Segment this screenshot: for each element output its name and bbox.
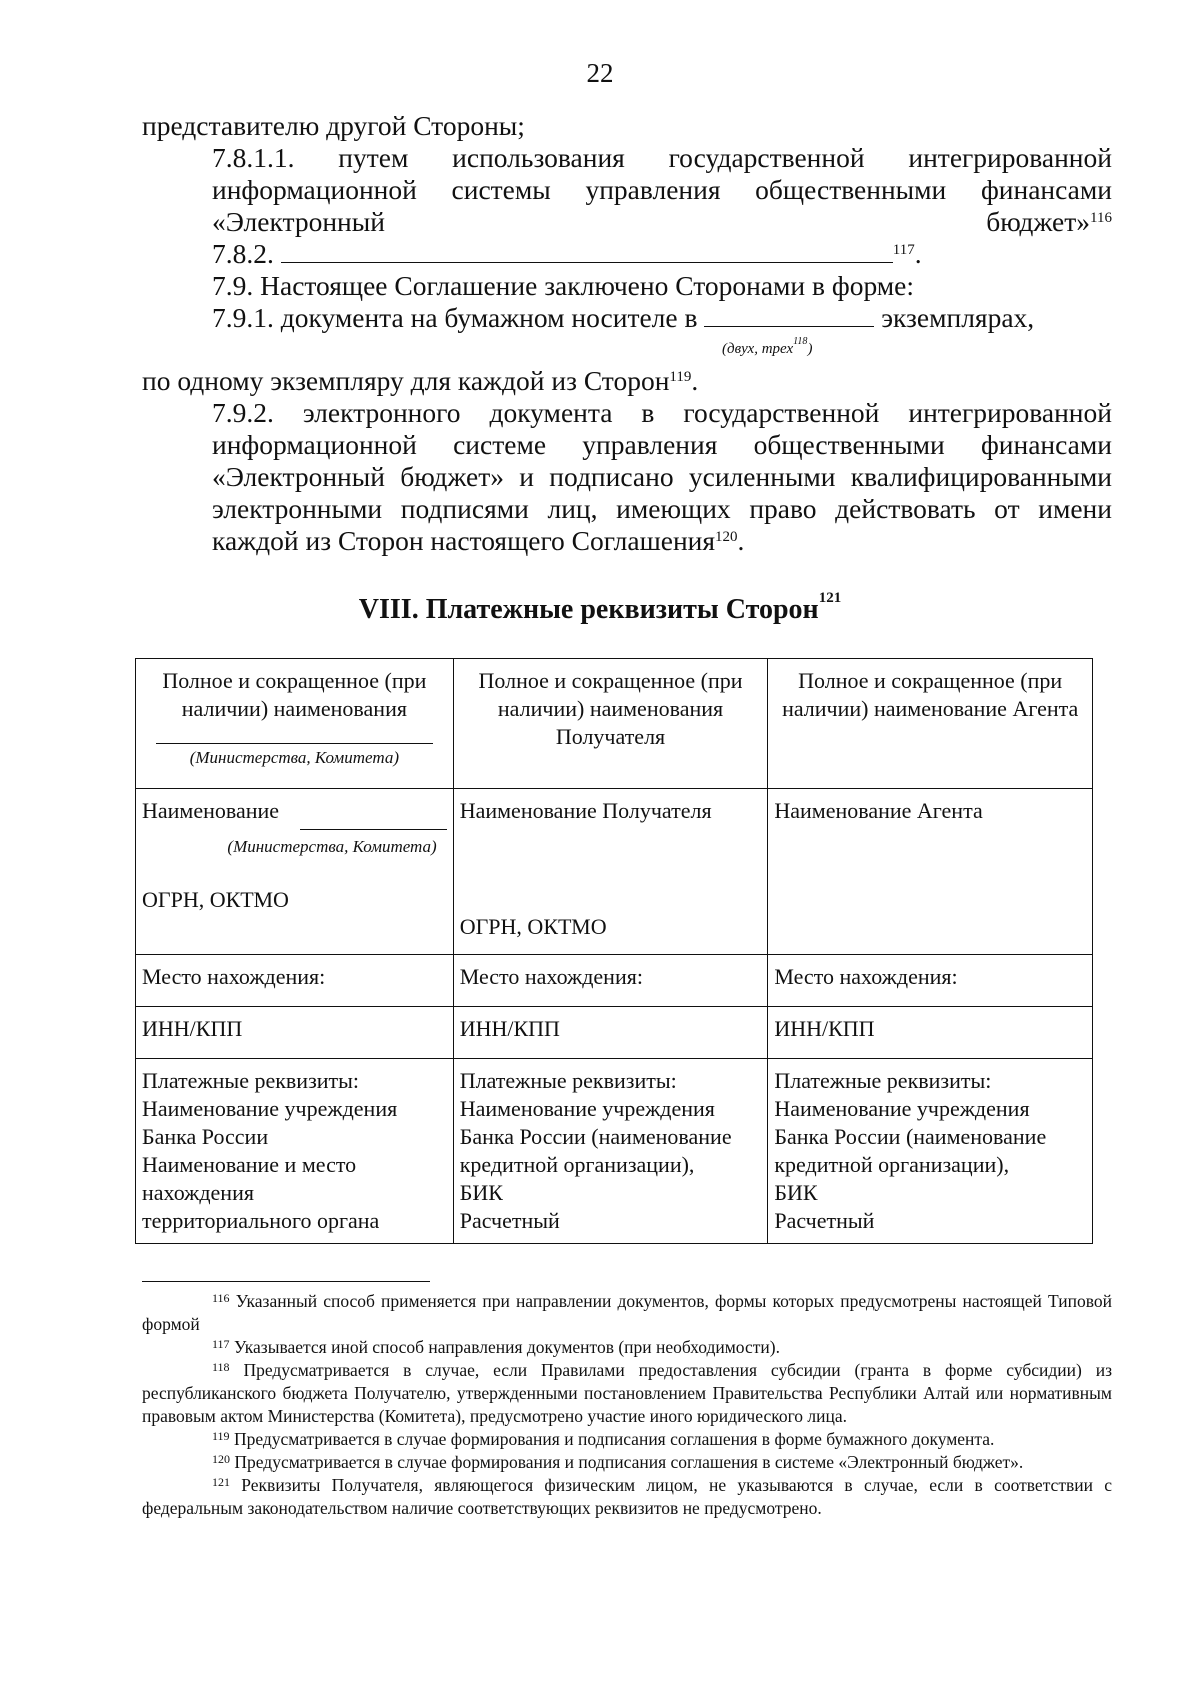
paragraph-7-9-1: 7.9.1. документа на бумажном носителе в экземплярах, (212, 302, 1035, 333)
footnote-ref: 121 (818, 590, 842, 606)
table-cell: Платежные реквизиты: Наименование учреждения Банка России (наименование кредитной организации), БИК Расчетный (453, 1059, 768, 1244)
footnote-ref: 119 (669, 369, 692, 385)
footnote-ref: 117 (892, 242, 915, 258)
footnote-120: $^{120}$ Предусматривается в случае формирования и подписания соглашения в системе «Электронный бюджет». (212, 1452, 1024, 1472)
footnotes (142, 1290, 1112, 1520)
table-row (136, 659, 1093, 789)
body-paragraphs (142, 110, 1112, 557)
section-title: VIII. Платежные реквизиты Сторон$^{121}$ (358, 590, 842, 625)
paragraph-7-8-2: 7.8.2. $^{117}$. (212, 238, 922, 269)
table-cell: ИНН/КПП (453, 1007, 768, 1059)
table-cell: Место нахождения: (453, 955, 768, 1007)
footnote-117: $^{117}$ Указывается иной способ направления документов (при необходимости). (212, 1337, 780, 1357)
table-cell: Место нахождения: (768, 955, 1093, 1007)
table-row (136, 955, 1093, 1007)
table-cell: Наименование Получателя ОГРН, ОКТМО (453, 789, 768, 955)
table-cell: Полное и сокращенное (при наличии) наименования (Министерства, Комитета) (136, 659, 454, 789)
table-cell: ИНН/КПП (136, 1007, 454, 1059)
table-cell: Платежные реквизиты: Наименование учреждения Банка России Наименование и место нахождения территориального органа (136, 1059, 454, 1244)
blank-line (300, 829, 447, 830)
table-cell: Место нахождения: (136, 955, 454, 1007)
paragraph-7-9: 7.9. Настоящее Соглашение заключено Сторонами в форме: (212, 270, 915, 301)
table-row (136, 789, 1093, 955)
paragraph-line: представителю другой Стороны; (142, 110, 525, 141)
table-cell: ИНН/КПП (768, 1007, 1093, 1059)
footnote-ref: 120 (715, 529, 738, 545)
table-row (136, 1007, 1093, 1059)
footnote-116: $^{116}$ Указанный способ применяется при направлении документов, формы которых предусмотрены настоящей Типовой формой (142, 1291, 1112, 1334)
paragraph-7-8-1-1: 7.8.1.1. путем использования государственной интегрированной информационной системы управления общественными финансами «Электронный бюджет»$^{116}$ (212, 142, 1112, 237)
page-number: 22 (586, 58, 614, 88)
footnote-119: $^{119}$ Предусматривается в случае формирования и подписания соглашения в форме бумажного документа. (212, 1429, 995, 1449)
table-cell: Платежные реквизиты: Наименование учреждения Банка России (наименование кредитной организации), БИК Расчетный (768, 1059, 1093, 1244)
blank-line (281, 262, 893, 263)
table-cell: Полное и сокращенное (при наличии) наименование Агента (768, 659, 1093, 789)
copies-caption: (двух, трех$^{118}$) (722, 336, 813, 357)
table-row (136, 1059, 1093, 1244)
requisites-table (135, 658, 1093, 1244)
paragraph-7-9-2: 7.9.2. электронного документа в государственной интегрированной информационной системе управления общественными финансами «Электронный бюджет» и подписано усиленными квалифицированными электронными подписями лиц, имеющих право действовать от имени каждой из Сторон настоящего Соглашения$^{120}$. (212, 397, 1112, 556)
table-cell: Наименование Агента (768, 789, 1093, 955)
footnote-separator (142, 1281, 430, 1282)
table-cell: Наименование (Министерства, Комитета) ОГРН, ОКТМО (136, 789, 454, 955)
footnote-118: $^{118}$ Предусматривается в случае, если Правилами предоставления субсидии (гранта в форме субсидии) из республиканского бюджета Получателю, утвержденными постановлением Правительства Республики Алтай или нормативным правовым актом Министерства (Комитета), предусмотрено участие иного юридического лица. (142, 1360, 1113, 1426)
blank-line (704, 326, 874, 327)
footnote-121: $^{121}$ Реквизиты Получателя, являющегося физическим лицом, не указываются в случае, если в соответствии с федеральным законодательством наличие соответствующих реквизитов не предусмотрено. (142, 1475, 1112, 1518)
footnote-ref: 116 (1090, 210, 1112, 226)
table-cell: Полное и сокращенное (при наличии) наименования Получателя (453, 659, 768, 789)
paragraph-line: по одному экземпляру для каждой из Сторон$^{119}$. (142, 365, 699, 396)
